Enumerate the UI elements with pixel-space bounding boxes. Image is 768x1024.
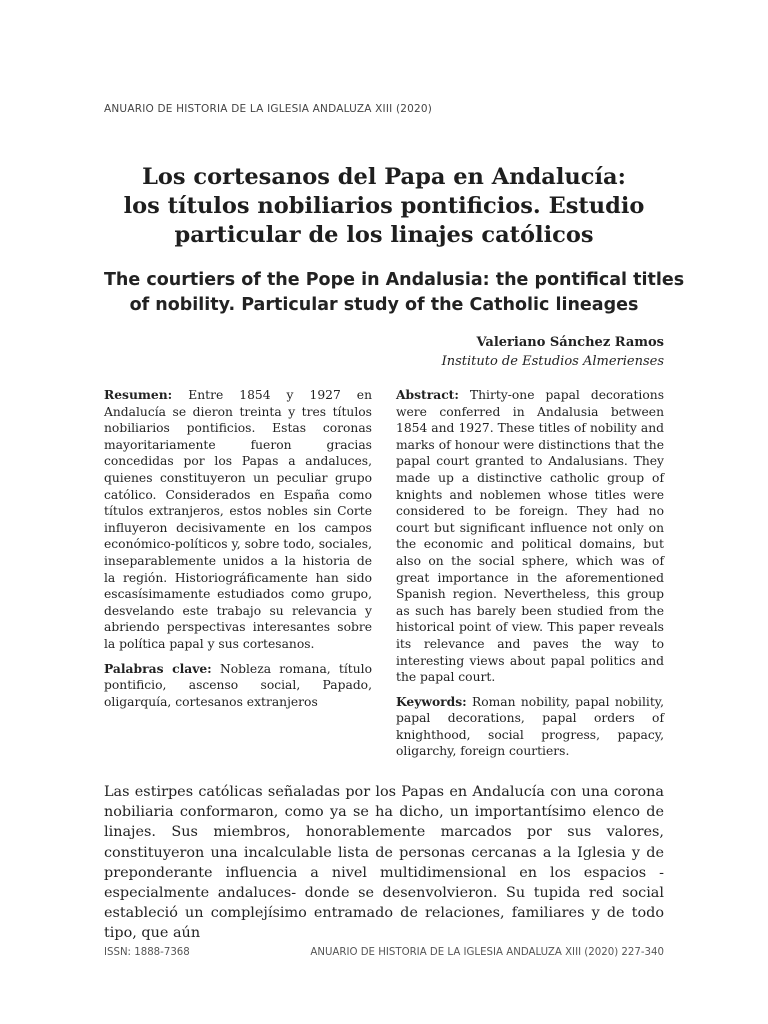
author-affiliation: Instituto de Estudios Almerienses <box>441 354 664 369</box>
resumen-paragraph <box>104 387 372 653</box>
keywords-text: Roman nobility, papal nobility, papal decorations, papal orders of knighthood, social progress, papacy, oligarchy, foreign courtiers. <box>396 694 664 759</box>
title-line: The courtiers of the Pope in Andalusia: the pontifical titles <box>104 270 685 290</box>
title-line: los títulos nobiliarios pontificios. Estudio <box>123 193 645 219</box>
footer-issn: ISSN: 1888-7368 <box>104 947 190 958</box>
abstract-text: Thirty-one papal decorations were conferred in Andalusia between 1854 and 1927. These titles of nobility and marks of honour were distinctions that the papal court granted to Andalusians. They made up a distinctive catholic group of knights and noblemen whose titles were considered to be foreign. They had no court but significant influence not only on the economic and political domains, but also on the social sphere, which was of great importance in the aforementioned Spanish region. Nevertheless, this group as such has barely been studied from the historical point of view. This paper reveals its relevance and paves the way to interesting views about papal politics and the papal court. <box>396 388 664 685</box>
title-line: of nobility. Particular study of the Catholic lineages <box>129 295 639 315</box>
author-name: Valeriano Sánchez Ramos <box>476 335 664 350</box>
article-title-spanish <box>104 163 664 250</box>
abstract-paragraph <box>396 387 664 686</box>
palabras-clave-label: Palabras clave: <box>104 660 212 676</box>
title-line: particular de los linajes católicos <box>174 222 594 248</box>
body-paragraph: Las estirpes católicas señaladas por los Papas en Andalucía con una corona nobiliaria conformaron, como ya se ha dicho, un importantísimo elenco de linajes. Sus miembros, honorablemente marcados por sus valores, constituyeron una incalculable lista de personas cercanas a la Iglesia y de preponderante influencia a nivel multidimensional en los espacios -especialmente andaluces- donde se desenvolvieron. Su tupida red social estableció un complejísimo entramado de relaciones, familiares y de todo tipo, que aún <box>104 784 664 942</box>
english-abstract-column <box>396 387 664 760</box>
resumen-label: Resumen: <box>104 387 173 402</box>
resumen-text: Entre 1854 y 1927 en Andalucía se dieron treinta y tres títulos nobiliarios pontificios. Estas coronas mayoritariamente fueron gracias concedidas por los Papas a andaluces, quienes constituyeron un peculiar grupo católico. Considerados en España como títulos extranjeros, estos nobles sin Corte influyeron decisivamente en los campos económico-políticos y, sobre todo, sociales, inseparablemente unidos a la historia de la región. Historiográficamente han sido escasísimamente estudiados como grupo, desvelando este trabajo su relevancia y abriendo perspectivas interesantes sobre la política papal y sus cortesanos. <box>104 388 372 651</box>
palabras-clave-paragraph <box>104 661 372 711</box>
title-line: Los cortesanos del Papa en Andalucía: <box>142 164 626 190</box>
running-header: ANUARIO DE HISTORIA DE LA IGLESIA ANDALUZA XIII (2020) <box>104 103 433 115</box>
footer-journal-citation: ANUARIO DE HISTORIA DE LA IGLESIA ANDALUZA XIII (2020) 227-340 <box>310 947 664 958</box>
abstract-label: Abstract: <box>396 387 459 402</box>
keywords-paragraph <box>396 694 664 760</box>
palabras-clave-text: Nobleza romana, título pontificio, ascenso social, Papado, oligarquía, cortesanos extranjeros <box>104 661 372 709</box>
keywords-label: Keywords: <box>396 693 467 709</box>
article-title-english <box>104 268 685 318</box>
spanish-abstract-column <box>104 387 372 710</box>
